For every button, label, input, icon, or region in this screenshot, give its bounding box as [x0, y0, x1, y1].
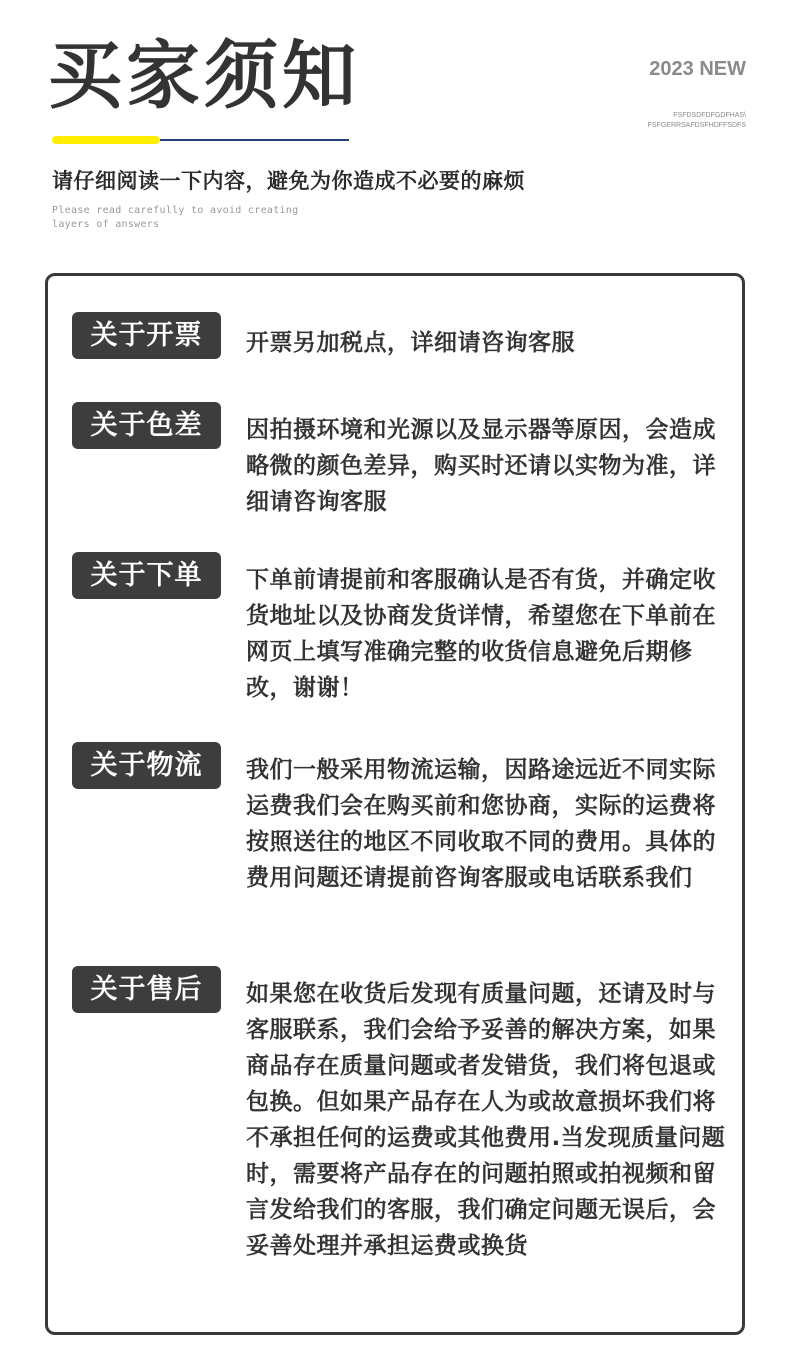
page-subtitle: 请仔细阅读一下内容，避免为你造成不必要的麻烦 — [52, 169, 525, 193]
year-badge: 2023 NEW — [649, 58, 746, 80]
page-title: 买家须知 — [48, 33, 360, 119]
section-tag: 关于物流 — [72, 742, 221, 789]
decorative-code-text — [648, 111, 746, 131]
section-tag: 关于开票 — [72, 312, 221, 359]
notice-panel — [45, 273, 745, 1335]
accent-blue-segment — [160, 139, 349, 141]
accent-divider — [52, 136, 349, 144]
section-text: 开票另加税点，详细请咨询客服 — [246, 330, 575, 356]
section-text: 我们一般采用物流运输，因路途远近不同实际运费我们会在购买前和您协商，实际的运费将按照送往的地区不同收取不同的费用。具体的费用问题还请提前咨询客服或电话联系我们 — [246, 757, 716, 891]
section-text: 如果您在收货后发现有质量问题，还请及时与客服联系，我们会给予妥善的解决方案，如果商品存在质量问题或者发错货，我们将包退或包换。但如果产品存在人为或故意损坏我们将不承担任何的运费或其他费用.当发现质量问题时，需要将产品存在的问题拍照或拍视频和留言发给我们的客服，我们确定问题无误后，会妥善处理并承担运费或换货 — [246, 981, 726, 1259]
code-line: FSFDSDFDFGDFHAS\ — [673, 112, 746, 119]
section-tag: 关于色差 — [72, 402, 221, 449]
section-text: 因拍摄环境和光源以及显示器等原因，会造成略微的颜色差异，购买时还请以实物为准，详细请咨询客服 — [246, 417, 716, 515]
code-line: FSFGERRSAFDSFHDFFSDFS — [647, 122, 746, 129]
page-subtitle-english: Please read carefully to avoid creating layers of answers — [52, 205, 299, 230]
accent-yellow-segment — [52, 136, 160, 144]
section-tag: 关于下单 — [72, 552, 221, 599]
section-text: 下单前请提前和客服确认是否有货，并确定收货地址以及协商发货详情，希望您在下单前在网页上填写准确完整的收货信息避免后期修改，谢谢！ — [246, 567, 716, 701]
section-tag: 关于售后 — [72, 966, 221, 1013]
